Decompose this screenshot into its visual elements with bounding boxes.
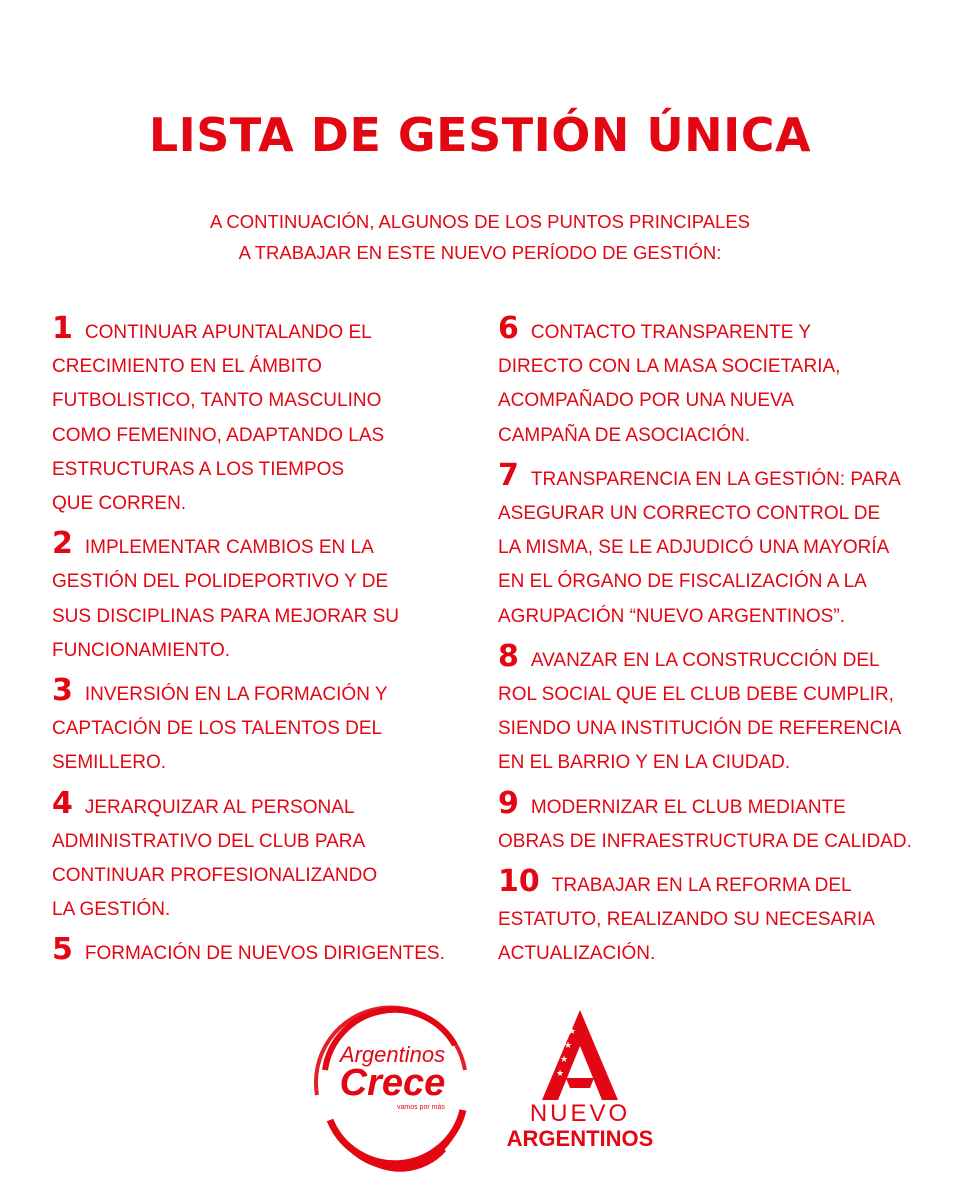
item-number: 7: [498, 457, 519, 493]
item-number: 5: [52, 932, 73, 968]
item-number: 2: [52, 526, 73, 562]
list-item-5: [52, 932, 472, 971]
item-number: 6: [498, 311, 519, 346]
list-item-6: [498, 311, 938, 453]
item-text: TRABAJAR EN LA REFORMA DEL ESTATUTO, REALIZANDO SU NECESARIA ACTUALIZACIÓN.: [498, 875, 875, 965]
page-title: LISTA DE GESTIÓN ÚNICA: [148, 108, 812, 162]
item-text: FORMACIÓN DE NUEVOS DIRIGENTES.: [84, 943, 445, 965]
item-number: 4: [52, 785, 73, 821]
list-item-3: [52, 673, 472, 781]
item-number: 1: [52, 311, 73, 346]
crece-tagline: vamos por más: [397, 1104, 445, 1111]
footer-logos: [0, 1000, 960, 1180]
list-item-1: [52, 311, 472, 521]
list-item-2: [52, 526, 472, 668]
list-item-9: [498, 785, 938, 859]
item-number: 10: [498, 864, 540, 900]
item-number: 9: [498, 785, 519, 821]
list-item-4: [52, 785, 472, 928]
nuevo-line-1: NUEVO: [529, 1100, 631, 1127]
svg-text:★: ★: [564, 1041, 573, 1051]
svg-text:★: ★: [568, 1027, 577, 1037]
item-text: MODERNIZAR EL CLUB MEDIANTE OBRAS DE INFRAESTRUCTURA DE CALIDAD.: [498, 796, 912, 852]
list-item-8: [498, 638, 938, 781]
nuevo-line-2: ARGENTINOS: [506, 1126, 654, 1151]
item-text: AVANZAR EN LA CONSTRUCCIÓN DEL ROL SOCIAL QUE EL CLUB DEBE CUMPLIR, SIENDO UNA INSTITUCIÓN DE REFERENCIA EN EL BARRIO Y EN LA CIUDAD.: [498, 649, 902, 774]
svg-text:★: ★: [560, 1055, 569, 1065]
item-text: JERARQUIZAR AL PERSONAL ADMINISTRATIVO DEL CLUB PARA CONTINUAR PROFESIONALIZANDO LA GESTIÓN.: [52, 796, 378, 921]
item-number: 3: [52, 673, 73, 709]
right-column: [498, 311, 938, 980]
list-item-7: [498, 457, 938, 634]
item-text: CONTINUAR APUNTALANDO EL CRECIMIENTO EN EL ÁMBITO FUTBOLISTICO, TANTO MASCULINO COMO FEMENINO, ADAPTANDO LAS ESTRUCTURAS A LOS TIEMPOS QUE CORREN.: [52, 322, 385, 515]
item-text: INVERSIÓN EN LA FORMACIÓN Y CAPTACIÓN DE LOS TALENTOS DEL SEMILLERO.: [52, 684, 388, 774]
left-column: [52, 311, 472, 980]
crece-line-2: Crece: [339, 1062, 446, 1104]
page-subtitle: A CONTINUACIÓN, ALGUNOS DE LOS PUNTOS PRINCIPALES A TRABAJAR EN ESTE NUEVO PERÍODO DE GESTIÓN:: [209, 211, 751, 263]
letter-a-stars-logo-icon: [480, 1008, 680, 1103]
list-item-10: [498, 864, 938, 972]
crece-line-1: Argentinos: [339, 1042, 446, 1067]
item-text: IMPLEMENTAR CAMBIOS EN LA GESTIÓN DEL POLIDEPORTIVO Y DE SUS DISCIPLINAS PARA MEJORAR SU FUNCIONAMIENTO.: [52, 537, 400, 661]
item-number: 8: [498, 638, 519, 674]
nuevo-argentinos-logo: [480, 1008, 680, 1168]
item-text: TRANSPARENCIA EN LA GESTIÓN: PARA ASEGURAR UN CORRECTO CONTROL DE LA MISMA, SE LE ADJUDICÓ UNA MAYORÍA EN EL ÓRGANO DE FISCALIZACIÓN A LA AGRUPACIÓN “NUEVO ARGENTINOS”.: [498, 468, 901, 627]
argentinos-crece-logo: [305, 1000, 480, 1175]
item-text: CONTACTO TRANSPARENTE Y DIRECTO CON LA MASA SOCIETARIA, ACOMPAÑADO POR UNA NUEVA CAMPAÑA DE ASOCIACIÓN.: [498, 322, 841, 446]
svg-text:★: ★: [556, 1069, 565, 1079]
